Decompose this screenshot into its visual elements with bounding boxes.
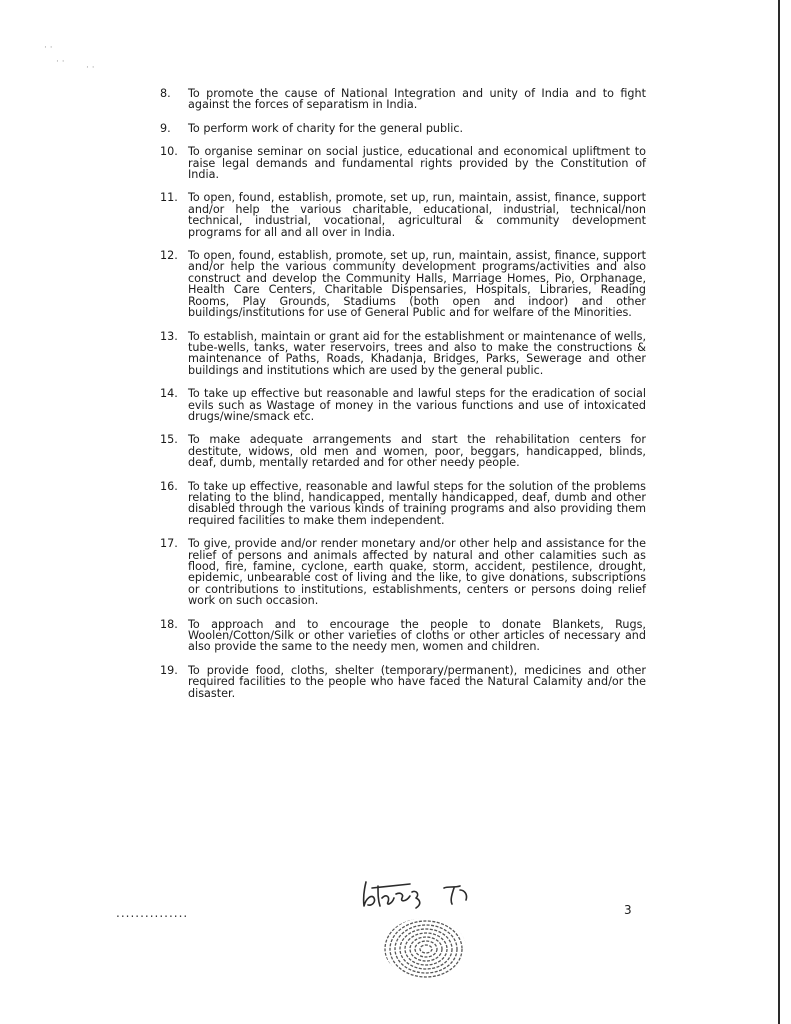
item-text: To take up effective, reasonable and lawful steps for the solution of the problems relating to the blind, handicapped, mentally handicapped, deaf, dumb and other disabled through the various kinds of training programs and also providing them required facilities to make them independent. — [188, 479, 646, 527]
item-text: To establish, maintain or grant aid for the establishment or maintenance of wells, tube-wells, tanks, water reservoirs, trees and also to make the constructions & maintenance of Paths, Roads, Khadanja, Bridges, Parks, Sewerage and other buildings and institutions which are used by the general public. — [188, 329, 646, 377]
item-number: 14. — [160, 387, 178, 401]
list-item — [160, 331, 646, 377]
item-number: 15. — [160, 433, 178, 447]
item-number: 17. — [160, 537, 178, 551]
list-item — [160, 481, 646, 527]
item-text: To perform work of charity for the general public. — [188, 121, 464, 135]
list-item — [160, 192, 646, 238]
item-text: To approach and to encourage the people to donate Blankets, Rugs, Woolen/Cotton/Silk or other varieties of cloths or other articles of necessary and also provide the same to the needy men, women and children. — [188, 617, 646, 654]
item-number: 9. — [160, 121, 171, 135]
footer-dots: ............... — [116, 906, 189, 920]
scan-speck: · · — [56, 57, 65, 67]
item-number: 11. — [160, 191, 178, 205]
item-text: To provide food, cloths, shelter (temporary/permanent), medicines and other required facilities to the people who have faced the Natural Calamity and/or the disaster. — [188, 663, 646, 700]
item-number: 12. — [160, 249, 178, 263]
item-text: To take up effective but reasonable and lawful steps for the eradication of social evils such as Wastage of money in the various functions and use of intoxicated drugs/wine/smack etc. — [188, 387, 646, 423]
list-item — [160, 88, 646, 111]
list-item — [160, 665, 646, 699]
item-text: To organise seminar on social justice, educational and economical upliftment to raise legal demands and fundamental rights provided by the Constitution of India. — [188, 145, 646, 182]
list-item — [160, 538, 646, 606]
item-number: 10. — [160, 145, 178, 159]
list-item — [160, 619, 646, 653]
item-number: 8. — [160, 87, 171, 100]
list-item — [160, 250, 646, 318]
item-number: 13. — [160, 329, 178, 343]
list-item — [160, 123, 646, 134]
page-edge-line — [778, 0, 780, 1024]
list-item — [160, 146, 646, 180]
page-number: 3 — [624, 903, 632, 917]
objects-list — [160, 88, 646, 699]
item-number: 16. — [160, 479, 178, 493]
item-text: To give, provide and/or render monetary and/or other help and assistance for the relief of persons and animals affected by natural and other calamities such as flood, fire, famine, cyclone, earth quake, storm, accident, pestilence, drought, epidemic, unbearable cost of living and the like, to give donations, subscriptions or contributions to institutions, establishments, centers or persons doing relief work on such occasion. — [188, 537, 646, 608]
item-number: 19. — [160, 663, 178, 677]
item-number: 18. — [160, 617, 178, 631]
item-text: To open, found, establish, promote, set up, run, maintain, assist, finance, support and/or help the various charitable, educational, industrial, technical/non technical, industrial, vocational, agricultural & community development programs for all and all over in India. — [188, 191, 646, 239]
thumbprint — [382, 915, 468, 981]
scan-speck: · · — [86, 63, 95, 73]
item-text: To promote the cause of National Integration and unity of India and to fight against the forces of separatism in India. — [188, 87, 646, 112]
scan-speck: · · — [44, 43, 53, 53]
list-item — [160, 434, 646, 468]
item-text: To open, found, establish, promote, set up, run, maintain, assist, finance, support and/or help the various community development programs/activities and also construct and develop the Community Halls, Marriage Homes, Pio, Orphanage, Health Care Centers, Charitable Dispensaries, Hospitals, Libraries, Reading Rooms, Play Grounds, Stadiums (both open and indoor) and other buildings/institutions for use of General Public and for welfare of the Minorities. — [188, 249, 646, 320]
list-item — [160, 388, 646, 422]
item-text: To make adequate arrangements and start the rehabilitation centers for destitute, widows, old men and women, poor, beggars, handicapped, blinds, deaf, dumb, mentally retarded and for other needy people. — [188, 433, 646, 470]
